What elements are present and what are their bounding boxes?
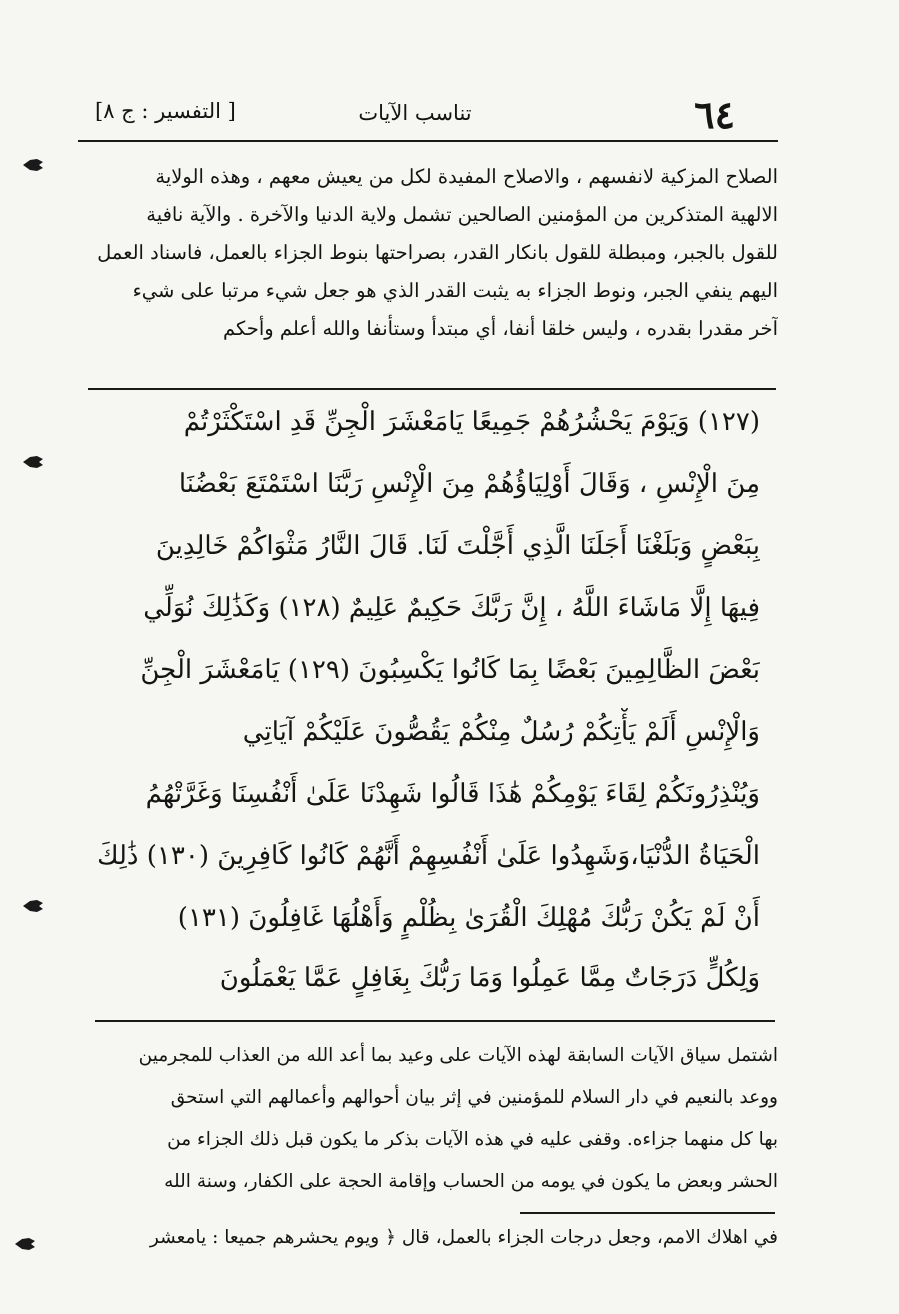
section-reference: [ التفسير : ج ٨] [95,99,236,123]
verse-line: أَنْ لَمْ يَكُنْ رَبُّكَ مُهْلِكَ الْقُرَىٰ بِظُلْمٍ وَأَهْلُهَا غَافِلُونَ (١٣١) [177,903,760,933]
page-number: ٦٤ [694,92,735,137]
margin-mark-icon [22,898,44,914]
verse-line: وَلِكُلٍّ دَرَجَاتٌ مِمَّا عَمِلُوا وَمَا رَبُّكَ بِغَافِلٍ عَمَّا يَعْمَلُونَ [219,963,760,993]
verse-line: بَعْضَ الظَّالِمِينَ بَعْضًا بِمَا كَانُوا يَكْسِبُونَ (١٢٩) يَامَعْشَرَ الْجِنِّ [140,655,760,685]
text-line: بها كل منهما جزاءه. وقفى عليه في هذه الآيات بذكر ما يكون قبل ذلك الجزاء من [167,1129,778,1150]
margin-mark-icon [22,454,44,470]
text-line: آخر مقدرا بقدره ، وليس خلقا أنفا، أي مبتدأ وستأنفا والله أعلم وأحكم [223,317,778,340]
verse-line: فِيهَا إِلَّا مَاشَاءَ اللَّهُ ، إِنَّ رَبَّكَ حَكِيمٌ عَلِيمٌ (١٢٨) وَكَذَٰلِكَ نُوَلِّي [143,593,760,623]
verse-line: مِنَ الْإِنْسِ ، وَقَالَ أَوْلِيَاؤُهُمْ مِنَ الْإِنْسِ رَبَّنَا اسْتَمْتَعَ بَعْضُنَا [178,469,760,499]
header-rule [78,140,778,142]
text-line: للقول بالجبر، ومبطلة للقول بانكار القدر، بصراحتها بنوط الجزاء بالعمل، فاسناد العمل [97,241,778,264]
margin-mark-icon [22,157,44,173]
verse-line: وَيُنْذِرُونَكُمْ لِقَاءَ يَوْمِكُمْ هَٰذَا قَالُوا شَهِدْنَا عَلَىٰ أَنْفُسِنَا وَغَرَّتْهُمُ [145,779,760,809]
verse-line: وَالْإِنْسِ أَلَمْ يَأْتِكُمْ رُسُلٌ مِنْكُمْ يَقُصُّونَ عَلَيْكُمْ آيَاتِي [242,717,760,747]
verse-line: (١٢٧) وَيَوْمَ يَحْشُرُهُمْ جَمِيعًا يَامَعْشَرَ الْجِنِّ قَدِ اسْتَكْثَرْتُمْ [183,407,760,437]
page-header [95,93,735,137]
section-divider [95,1020,775,1022]
running-title: تناسب الآيات [358,101,472,125]
text-line: الحشر وبعض ما يكون في يومه من الحساب وإقامة الحجة على الكفار، وسنة الله [164,1171,778,1192]
margin-mark-icon [14,1236,36,1252]
text-line: في اهلاك الامم، وجعل درجات الجزاء بالعمل، قال ﴿ ويوم يحشرهم جميعا : يامعشر [149,1227,778,1248]
text-line: الصلاح المزكية لانفسهم ، والاصلاح المفيدة لكل من يعيش معهم ، وهذه الولاية [155,165,778,188]
text-line: اليهم ينفي الجبر، ونوط الجزاء به يثبت القدر الذي هو جعل شيء مرتبا على شيء [132,279,778,302]
text-line: ووعد بالنعيم في دار السلام للمؤمنين في إثر بيان أحوالهم وأعمالهم التي استحق [170,1087,778,1108]
verse-line: بِبَعْضٍ وَبَلَغْنَا أَجَلَنَا الَّذِي أَجَّلْتَ لَنَا. قَالَ النَّارُ مَثْوَاكُمْ خَالِدِينَ [155,531,760,561]
verse-line: الْحَيَاةُ الدُّنْيَا،وَشَهِدُوا عَلَىٰ أَنْفُسِهِمْ أَنَّهُمْ كَانُوا كَافِرِينَ (١٣٠) ذَٰلِكَ [97,841,760,871]
text-line: الالهية المتذكرين من المؤمنين الصالحين تشمل ولاية الدنيا والآخرة . والآية نافية [146,203,778,226]
section-divider [88,388,776,390]
footnote-rule [520,1212,775,1214]
text-line: اشتمل سياق الآيات السابقة لهذه الآيات على وعيد بما أعد الله من العذاب للمجرمين [138,1045,778,1066]
